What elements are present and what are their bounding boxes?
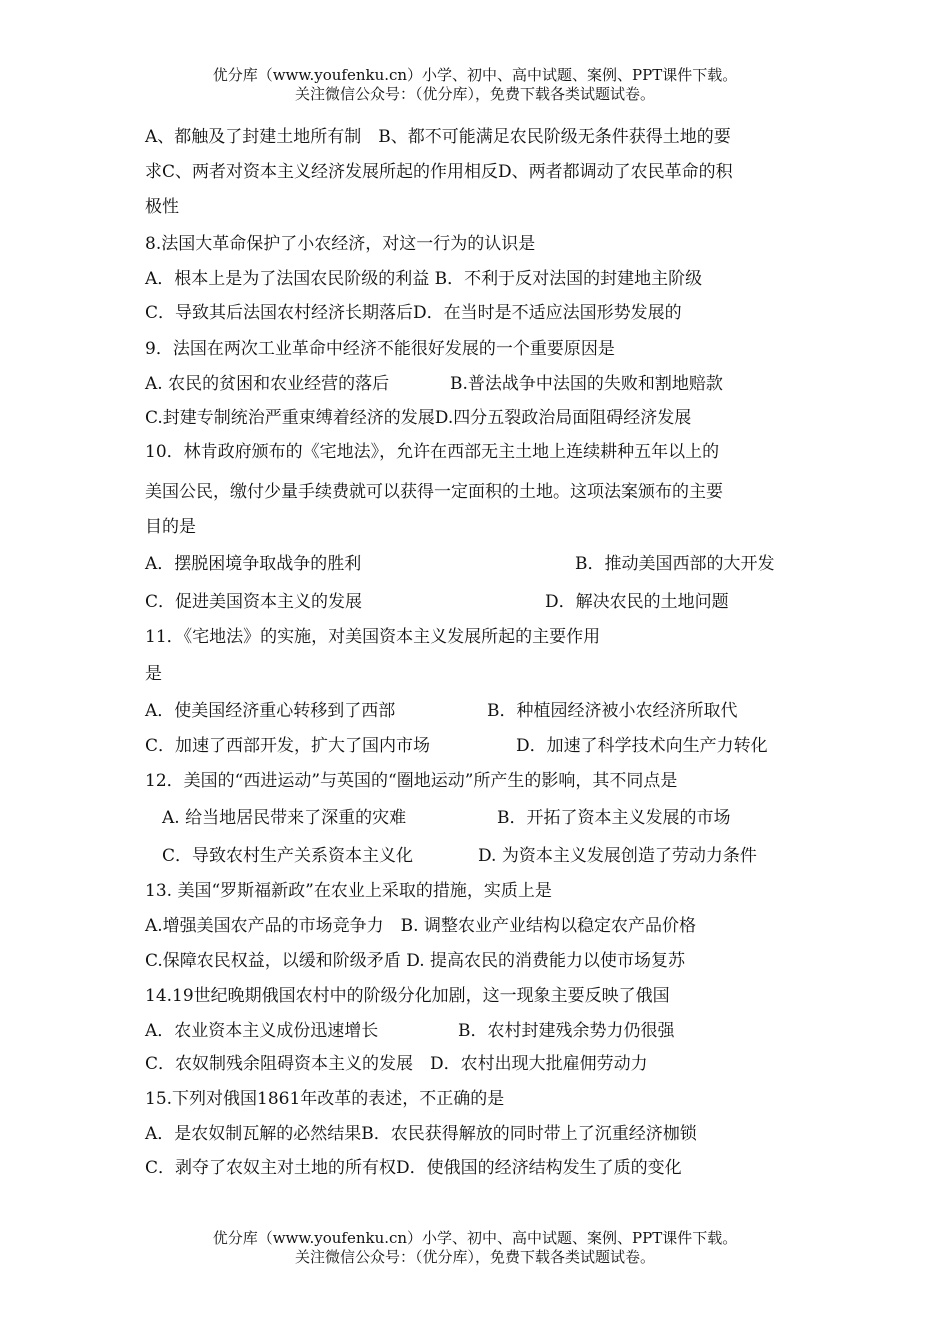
q9-options-2: C.封建专制统治严重束缚着经济的发展D.四分五裂政治局面阻碍经济发展: [145, 408, 692, 428]
q10-stem-3: 目的是: [145, 517, 196, 537]
q11-option-c: C．加速了西部开发，扩大了国内市场: [145, 736, 431, 756]
q11-stem-2: 是: [145, 664, 162, 684]
footer-line-1: 优分库（www.youfenku.cn）小学、初中、高中试题、案例、PPT课件下载。: [212, 1229, 738, 1247]
q9-option-a: A. 农民的贫困和农业经营的落后: [145, 374, 390, 394]
q7-line-3: 极性: [145, 197, 179, 217]
q10-stem-2: 美国公民，缴付少量手续费就可以获得一定面积的土地。这项法案颁布的主要: [145, 482, 723, 502]
q13-stem: 13. 美国“罗斯福新政”在农业上采取的措施，实质上是: [145, 881, 552, 901]
q8-options-2: C．导致其后法国农村经济长期落后D．在当时是不适应法国形势发展的: [145, 303, 682, 323]
q15-options-2: C．剥夺了农奴主对土地的所有权D．使俄国的经济结构发生了质的变化: [145, 1158, 682, 1178]
q8-options-1: A．根本上是为了法国农民阶级的利益 B．不利于反对法国的封建地主阶级: [145, 269, 703, 289]
q12-option-a: A. 给当地居民带来了深重的灾难: [162, 808, 407, 828]
page-header: [0, 66, 950, 104]
q14-options-2: C．农奴制残余阻碍资本主义的发展 D．农村出现大批雇佣劳动力: [145, 1054, 648, 1074]
q11-option-b: B．种植园经济被小农经济所取代: [487, 701, 738, 721]
footer-line-2: 关注微信公众号：（优分库），免费下载各类试题试卷。: [294, 1248, 655, 1266]
q10-option-b: B．推动美国西部的大开发: [575, 554, 775, 574]
q11-stem-1: 11．《宅地法》的实施，对美国资本主义发展所起的主要作用: [145, 627, 601, 647]
q14-option-a: A．农业资本主义成份迅速增长: [145, 1021, 379, 1041]
q10-option-d: D．解决农民的土地问题: [545, 592, 729, 612]
page-footer: [0, 1229, 950, 1267]
q7-line-1: A、都触及了封建土地所有制 B、都不可能满足农民阶级无条件获得土地的要: [145, 127, 731, 147]
q9-option-b: B.普法战争中法国的失败和割地赔款: [450, 374, 723, 394]
q10-option-c: C．促进美国资本主义的发展: [145, 592, 363, 612]
q10-stem-1: 10．林肯政府颁布的《宅地法》，允许在西部无主土地上连续耕种五年以上的: [145, 442, 720, 462]
q14-stem: 14.19世纪晚期俄国农村中的阶级分化加剧，这一现象主要反映了俄国: [145, 986, 670, 1006]
q11-option-a: A．使美国经济重心转移到了西部: [145, 701, 396, 721]
q12-option-d: D. 为资本主义发展创造了劳动力条件: [478, 846, 757, 866]
q15-stem: 15.下列对俄国1861年改革的表述，不正确的是: [145, 1089, 505, 1109]
q12-option-c: C．导致农村生产关系资本主义化: [162, 846, 414, 866]
q8-stem: 8.法国大革命保护了小农经济，对这一行为的认识是: [145, 234, 536, 254]
q12-stem: 12．美国的“西进运动”与英国的“圈地运动”所产生的影响，其不同点是: [145, 771, 678, 791]
q14-option-b: B．农村封建残余势力仍很强: [458, 1021, 675, 1041]
q10-option-a: A．摆脱困境争取战争的胜利: [145, 554, 362, 574]
header-line-1: 优分库（www.youfenku.cn）小学、初中、高中试题、案例、PPT课件下载。: [212, 66, 738, 84]
q15-options-1: A．是农奴制瓦解的必然结果B．农民获得解放的同时带上了沉重经济枷锁: [145, 1124, 697, 1144]
header-line-2: 关注微信公众号：（优分库），免费下载各类试题试卷。: [294, 85, 655, 103]
q12-option-b: B．开拓了资本主义发展的市场: [497, 808, 731, 828]
q11-option-d: D．加速了科学技术向生产力转化: [516, 736, 768, 756]
q13-options-2: C.保障农民权益，以缓和阶级矛盾 D. 提高农民的消费能力以使市场复苏: [145, 951, 686, 971]
q7-line-2: 求C、两者对资本主义经济发展所起的作用相反D、两者都调动了农民革命的积: [145, 162, 733, 182]
q9-stem: 9．法国在两次工业革命中经济不能很好发展的一个重要原因是: [145, 339, 615, 359]
q13-options-1: A.增强美国农产品的市场竞争力 B. 调整农业产业结构以稳定农产品价格: [145, 916, 696, 936]
